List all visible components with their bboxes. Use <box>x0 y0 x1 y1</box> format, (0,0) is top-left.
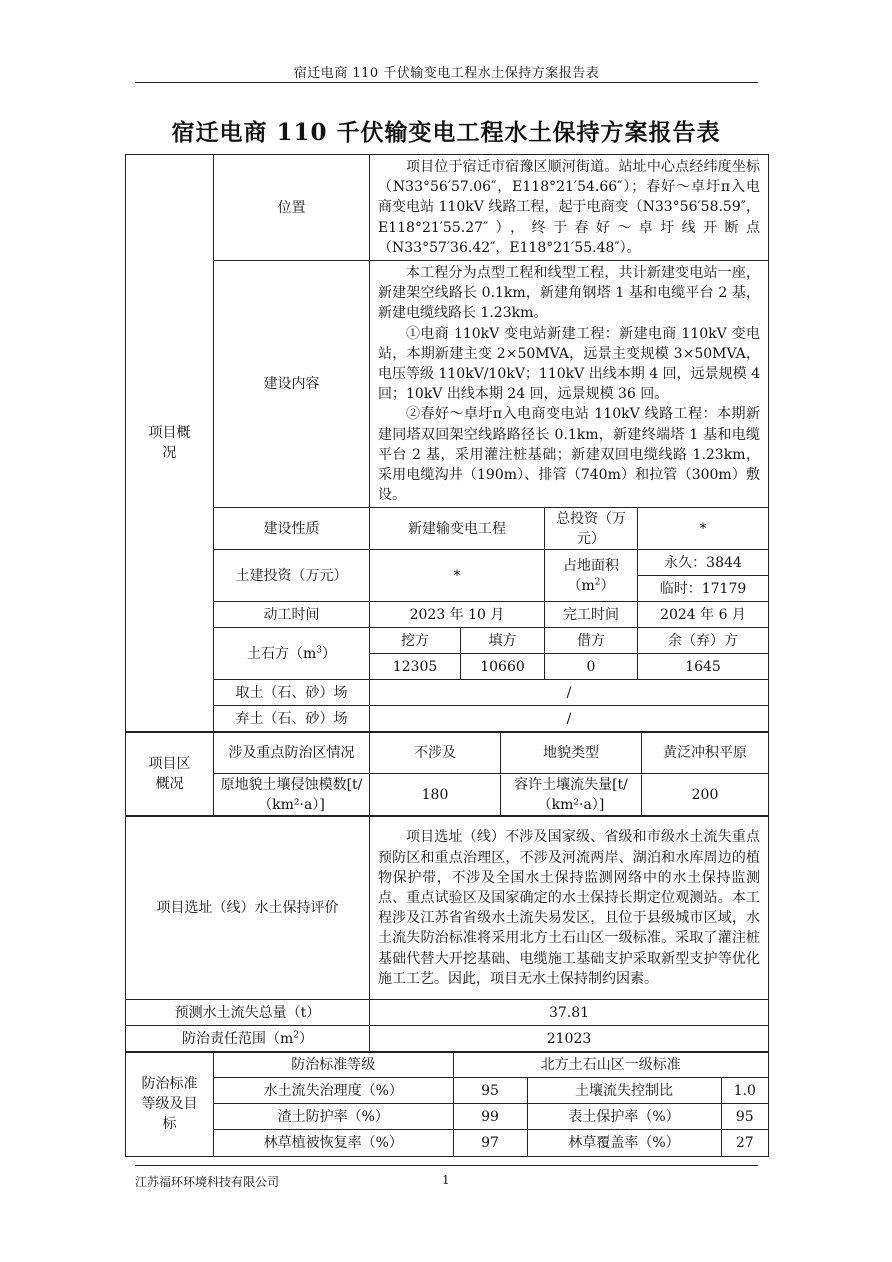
content-paragraph-1: 本工程分为点型工程和线型工程，共计新建变电站一座，新建架空线路长 0.1km，新建角钢塔 1 基和电缆平台 2 基，新建电缆线路长 1.23km。 <box>378 265 760 322</box>
standard-right-value: 27 <box>721 1130 768 1156</box>
key-zone-label: 涉及重点防治区情况 <box>214 732 370 774</box>
standard-left-label: 林草植被恢复率（%） <box>214 1130 453 1156</box>
location-text: 项目位于宿迁市宿豫区顺河街道。站址中心点经纬度坐标（N33°56′57.06″，E118°21′54.66″）；春好～卓圩π入电商变电站 110kV 线路工程，起于电商变（N33°56′58.59″，E118°21′55.27″），终于春好～卓圩线开断点（N33°57′36.42″，E118°21′55.48″）。 <box>370 155 769 261</box>
landform-value: 黄泛冲积平原 <box>663 745 747 762</box>
document-title: 宿迁电商 110 千伏输变电工程水土保持方案报告表 <box>171 119 721 146</box>
standard-row <box>214 1078 768 1104</box>
scope-value: 21023 <box>370 1026 769 1052</box>
location-row <box>126 155 769 261</box>
standards-subtable <box>214 1053 768 1156</box>
earthwork-fill-value: 10660 <box>461 654 545 680</box>
evaluation-row <box>126 816 769 1000</box>
evaluation-label: 项目选址（线）水土保持评价 <box>126 816 370 1000</box>
standard-right-value: 95 <box>721 1104 768 1130</box>
key-zone-subtable <box>370 733 768 773</box>
project-overview-group: 项目概况 <box>126 155 214 732</box>
earthwork-label: 土石方$(m^3)$ <box>214 628 370 680</box>
standard-left-value: 97 <box>453 1130 527 1156</box>
loss-value: 37.81 <box>370 1000 769 1026</box>
standard-level-label: 防治标准等级 <box>214 1053 453 1078</box>
page-number: 1 <box>442 1173 450 1187</box>
erosion-value: 180 <box>370 775 501 815</box>
civil-invest-row <box>126 550 769 576</box>
standard-left-value: 95 <box>453 1078 527 1104</box>
area-permanent: 永久：3844 <box>638 550 769 576</box>
civil-invest-value: * <box>370 550 545 602</box>
standard-right-label: 林草覆盖率（%） <box>527 1130 721 1156</box>
content-text <box>370 261 769 508</box>
standard-right-label: 土壤流失控制比 <box>527 1078 721 1104</box>
area-label: 占地面积$(m^2)$ <box>545 550 638 602</box>
standards-group: 防治标准等级及目标 <box>126 1052 214 1157</box>
spoil-site-label: 弃土（石、砂）场 <box>214 706 370 732</box>
end-label: 完工时间 <box>545 602 638 628</box>
earthwork-borrow-value: 0 <box>545 654 638 680</box>
landform-label: 地貌类型 <box>501 733 642 773</box>
standard-right-value: 1.0 <box>721 1078 768 1104</box>
content-paragraph-3: ②春好～卓圩π入电商变电站 110kV 线路工程：本期新建同塔双回架空线路路径长 0.1km，新建终端塔 1 基和电缆平台 2 基，采用灌注桩基础；新建双回电缆线路 1.23km，采用电缆沟井（190m）、排管（740m）和拉管（300m）敷设。 <box>378 406 760 504</box>
earthwork-header-fill: 填方 <box>461 628 545 654</box>
schedule-row <box>126 602 769 628</box>
erosion-label: 原地貌土壤侵蚀模数[t/（km²·a）] <box>214 774 370 816</box>
earthwork-spoil-value: 1645 <box>638 654 769 680</box>
erosion-row <box>126 774 769 816</box>
footer-rule <box>135 1165 758 1166</box>
standard-level-value: 北方土石山区一级标准 <box>540 1057 681 1074</box>
standard-left-value: 99 <box>453 1104 527 1130</box>
content-row <box>126 261 769 508</box>
total-invest-label: 总投资（万元） <box>545 508 638 550</box>
borrow-site-value: / <box>370 680 769 706</box>
content-paragraph-2: ①电商 110kV 变电站新建工程：新建电商 110kV 变电站，本期新建主变 2×50MVA，远景主变规模 3×50MVA，电压等级 110kV/10kV；110kV 出线本期 4 回，远景规模 4 回；10kV 出线本期 24 回，远景规模 36 回。 <box>378 325 760 403</box>
standard-row <box>214 1104 768 1130</box>
total-invest-value: * <box>638 508 769 550</box>
evaluation-text: 项目选址（线）不涉及国家级、省级和市级水土流失重点预防区和重点治理区，不涉及河流两岸、湖泊和水库周边的植物保护带，不涉及全国水土保持监测网络中的水土保持监测点、重点试验区及国家确定的水土保持长期定位观测站。本工程涉及江苏省省级水土流失易发区，且位于县级城市区域，水土流失防治标准将采用北方土石山区一级标准。采取了灌注桩基础代替大开挖基础、电缆施工基础支护采取新型支护等优化施工工艺。因此，项目无水土保持制约因素。 <box>370 816 769 1000</box>
spoil-site-row <box>126 706 769 732</box>
running-header: 宿迁电商 110 千伏输变电工程水土保持方案报告表 <box>293 66 600 81</box>
start-label: 动工时间 <box>214 602 370 628</box>
area-temporary: 临时：17179 <box>638 576 769 602</box>
earthwork-cut-value: 12305 <box>370 654 461 680</box>
civil-invest-label: 土建投资（万元） <box>214 550 370 602</box>
standard-level-row <box>126 1052 769 1157</box>
standard-left-label: 水土流失治理度（%） <box>214 1078 453 1104</box>
earthwork-header-borrow: 借方 <box>545 628 638 654</box>
earthwork-header-cut: 挖方 <box>370 628 461 654</box>
scope-label: 防治责任范围$(m^2)$ <box>126 1026 370 1052</box>
nature-value: 新建输变电工程 <box>370 508 545 550</box>
key-zone-value: 不涉及 <box>370 733 501 773</box>
nature-label: 建设性质 <box>214 508 370 550</box>
footer-company: 江苏福环环境科技有限公司 <box>135 1175 280 1189</box>
area-overview-group: 项目区概况 <box>126 732 214 816</box>
key-zone-cell <box>370 732 769 774</box>
standard-left-label: 渣土防护率（%） <box>214 1104 453 1130</box>
erosion-subtable <box>370 775 768 815</box>
earthwork-header-spoil: 余（弃）方 <box>638 628 769 654</box>
spoil-site-value: / <box>370 706 769 732</box>
standard-right-label: 表土保护率（%） <box>527 1104 721 1130</box>
end-value: 2024 年 6 月 <box>638 602 769 628</box>
key-zone-row <box>126 732 769 774</box>
standard-level-cell <box>214 1052 769 1157</box>
loss-row <box>126 1000 769 1026</box>
scope-row <box>126 1026 769 1052</box>
borrow-site-row <box>126 680 769 706</box>
location-label: 位置 <box>214 155 370 261</box>
nature-row <box>126 508 769 550</box>
standard-row <box>214 1130 768 1156</box>
allow-label: 容许土壤流失量[t/（km²·a）] <box>501 775 642 815</box>
allow-value: 200 <box>691 786 719 803</box>
content-label: 建设内容 <box>214 261 370 508</box>
report-table <box>125 154 769 1157</box>
header-rule <box>135 82 758 83</box>
erosion-cell <box>370 774 769 816</box>
borrow-site-label: 取土（石、砂）场 <box>214 680 370 706</box>
earthwork-header-row <box>126 628 769 654</box>
start-value: 2023 年 10 月 <box>370 602 545 628</box>
loss-label: 预测水土流失总量（t） <box>126 1000 370 1026</box>
